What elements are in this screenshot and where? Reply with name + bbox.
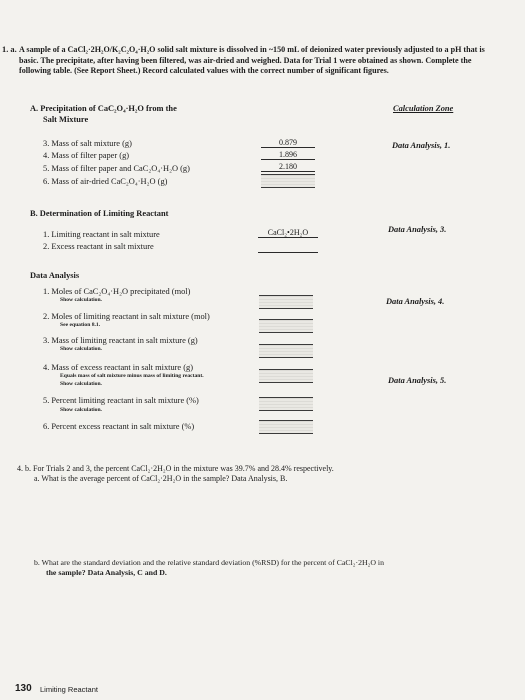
analysis-item-4: 4. Mass of excess reactant in salt mixture (g) [43, 363, 194, 372]
excess-reactant-line[interactable] [258, 252, 318, 253]
section-a-title-line2: Salt Mixture [43, 115, 89, 124]
section-b-title: B. Determination of Limiting Reactant [30, 209, 169, 218]
analysis-item-6: 6. Percent excess reactant in salt mixture (%) [43, 422, 195, 431]
data-analysis-5-label: Data Analysis, 5. [388, 376, 447, 385]
mass-filter-paper-field[interactable]: 1.896 [261, 150, 315, 160]
analysis-item-2: 2. Moles of limiting reactant in salt mixture (mol) [43, 312, 210, 321]
analysis-item-5-note: Show calculation. [60, 407, 102, 413]
part-b-line1: b. What are the standard deviation and the relative standard deviation (%RSD) for the percent of CaCl₂·2H₂O in [34, 558, 384, 567]
moles-precipitate-box[interactable] [259, 295, 313, 309]
limiting-reactant-field[interactable]: CaCl₂•2H₂O [258, 228, 318, 238]
mass-filter-paper-precipitate-field[interactable]: 2.180 [261, 162, 315, 172]
section-a-item-6: 6. Mass of air-dried CaC₂O₄·H₂O (g) [43, 177, 168, 186]
mass-air-dried-precipitate-box[interactable] [261, 174, 315, 188]
analysis-item-4-note: Equals mass of salt mixture minus mass of limiting reactant. [60, 373, 204, 379]
data-analysis-3-label: Data Analysis, 3. [388, 225, 447, 234]
mass-salt-mixture-field[interactable]: 0.879 [261, 138, 315, 148]
analysis-item-1-note: Show calculation. [60, 297, 102, 303]
mass-excess-reactant-box[interactable] [259, 369, 313, 383]
analysis-item-3-note: Show calculation. [60, 346, 102, 352]
section-a-item-3: 3. Mass of salt mixture (g) [43, 139, 132, 148]
moles-limiting-reactant-box[interactable] [259, 319, 313, 333]
analysis-item-5: 5. Percent limiting reactant in salt mixture (%) [43, 396, 199, 405]
part-4b-line2: a. What is the average percent of CaCl₂·2H₂O in the sample? Data Analysis, B. [34, 474, 288, 483]
analysis-item-1: 1. Moles of CaC₂O₄·H₂O precipitated (mol) [43, 287, 191, 296]
data-analysis-title: Data Analysis [30, 271, 80, 280]
data-analysis-4-label: Data Analysis, 4. [386, 297, 445, 306]
section-a-item-5: 5. Mass of filter paper and CaC₂O₄·H₂O (g) [43, 164, 190, 173]
calculation-zone-heading: Calculation Zone [393, 104, 454, 113]
data-analysis-1-label: Data Analysis, 1. [392, 141, 451, 150]
part-b-line2: the sample? Data Analysis, C and D. [46, 568, 167, 577]
mass-limiting-reactant-box[interactable] [259, 344, 313, 358]
analysis-item-2-note: See equation 8.1. [60, 322, 101, 328]
question-number: 1. a. [2, 45, 17, 54]
section-a-title: A. Precipitation of CaC₂O₄·H₂O from the [30, 104, 177, 113]
section-b-item-2: 2. Excess reactant in salt mixture [43, 242, 154, 251]
percent-excess-reactant-box[interactable] [259, 420, 313, 434]
analysis-item-3: 3. Mass of limiting reactant in salt mixture (g) [43, 336, 198, 345]
part-4b-line1: 4. b. For Trials 2 and 3, the percent CaCl₂·2H₂O in the mixture was 39.7% and 28.4% respectively. [17, 464, 334, 473]
page-number: 130 [15, 683, 32, 694]
section-b-item-1: 1. Limiting reactant in salt mixture [43, 230, 160, 239]
section-a-item-4: 4. Mass of filter paper (g) [43, 151, 130, 160]
footer-label: Limiting Reactant [40, 685, 98, 694]
percent-limiting-reactant-box[interactable] [259, 397, 313, 411]
analysis-item-4-note2: Show calculation. [60, 381, 102, 387]
intro-paragraph: A sample of a CaCl₂·2H₂O/K₂C₂O₄·H₂O solid salt mixture is dissolved in ~150 mL of deionized water previously adjusted to a pH that is basic. The precipitate, after having been filtered, was air-dried and weighed. Data for Trial 1 were obtained as shown. Complete the following table. (See Report Sheet.) Record calculated values with the correct number of significant figures. [19, 45, 485, 76]
